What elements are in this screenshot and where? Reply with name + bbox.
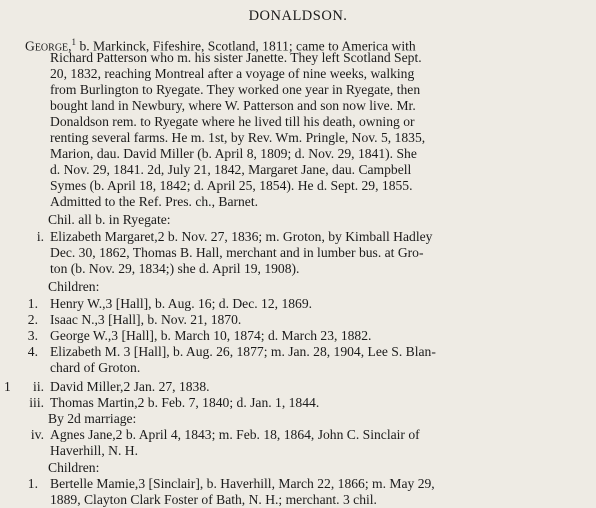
entry-marker-iii: iii. bbox=[29, 395, 44, 410]
hall-child-4-line-1: chard of Groton. bbox=[50, 360, 141, 375]
george-line-5: Donaldson rem. to Ryegate where he lived till his death, owning or bbox=[50, 114, 415, 129]
hall-child-4-line-0: Elizabeth M. 3 [Hall], b. Aug. 26, 1877; m. Jan. 28, 1904, Lee S. Blan- bbox=[50, 344, 436, 359]
george-line-3: from Burlington to Ryegate. They worked one year in Ryegate, then bbox=[50, 82, 421, 97]
margin-note: 1 bbox=[4, 379, 11, 394]
george-text-0: b. Markinck, Fifeshire, Scotland, 1811; came to America with bbox=[79, 38, 416, 54]
george-line-7: Marion, dau. David Miller (b. April 8, 1809; d. Nov. 29, 1841). She bbox=[50, 146, 417, 161]
hall-child-3: George W.,3 [Hall], b. March 10, 1874; d. March 23, 1882. bbox=[50, 328, 372, 343]
entry-i-line-2: ton (b. Nov. 29, 1834;) she d. April 19, 1908). bbox=[50, 261, 300, 276]
george-line-10: Admitted to the Ref. Pres. ch., Barnet. bbox=[50, 194, 259, 209]
george-name: George, bbox=[25, 38, 72, 54]
page-heading: DONALDSON. bbox=[248, 8, 348, 24]
sinclair-child-1-line-0: Bertelle Mamie,3 [Sinclair], b. Haverhill, March 22, 1866; m. May 29, bbox=[50, 476, 435, 491]
george-line-8: d. Nov. 29, 1841. 2d, July 21, 1842, Margaret Jane, dau. Campbell bbox=[50, 162, 412, 177]
entry-i-line-0: Elizabeth Margaret,2 b. Nov. 27, 1836; m. Groton, by Kimball Hadley bbox=[50, 229, 433, 244]
sinclair-marker-1: 1. bbox=[27, 476, 38, 491]
by-2d-marriage: By 2d marriage: bbox=[48, 411, 137, 426]
george-line-6: renting several farms. He m. 1st, by Rev. Wm. Pringle, Nov. 5, 1835, bbox=[50, 130, 426, 145]
hall-marker-3: 3. bbox=[27, 328, 38, 343]
children-label-hall: Children: bbox=[48, 279, 100, 294]
hall-child-1: Henry W.,3 [Hall], b. Aug. 16; d. Dec. 12, 1869. bbox=[50, 296, 313, 311]
sinclair-child-1-line-1: 1889, Clayton Clark Foster of Bath, N. H.; merchant. 3 chil. bbox=[50, 492, 377, 507]
entry-iv-line-1: Haverhill, N. H. bbox=[50, 443, 138, 458]
george-line-1: Richard Patterson who m. his sister Janette. They left Scotland Sept. bbox=[50, 50, 422, 65]
entry-i-line-1: Dec. 30, 1862, Thomas B. Hall, merchant and in lumber bus. at Gro- bbox=[50, 245, 424, 260]
entry-ii: David Miller,2 Jan. 27, 1838. bbox=[50, 379, 210, 394]
hall-marker-2: 2. bbox=[27, 312, 38, 327]
george-sup: 1 bbox=[71, 37, 77, 47]
hall-marker-4: 4. bbox=[27, 344, 38, 359]
george-line-9: Symes (b. April 18, 1842; d. April 25, 1854). He d. Sept. 29, 1855. bbox=[50, 178, 413, 193]
entry-iii: Thomas Martin,2 b. Feb. 7, 1840; d. Jan. 1, 1844. bbox=[50, 395, 320, 410]
children-label-sinclair: Children: bbox=[48, 460, 100, 475]
george-line-4: bought land in Newbury, where W. Patterson and son now live. Mr. bbox=[50, 98, 416, 113]
hall-marker-1: 1. bbox=[27, 296, 38, 311]
george-line-2: 20, 1832, reaching Montreal after a voyage of nine weeks, walking bbox=[50, 66, 415, 81]
entry-marker-ii: ii. bbox=[33, 379, 44, 394]
entry-iv-line-0: Agnes Jane,2 b. April 4, 1843; m. Feb. 18, 1864, John C. Sinclair of bbox=[50, 427, 420, 442]
hall-child-2: Isaac N.,3 [Hall], b. Nov. 21, 1870. bbox=[50, 312, 242, 327]
entry-marker-i: i. bbox=[36, 229, 44, 244]
children-heading: Chil. all b. in Ryegate: bbox=[48, 212, 171, 227]
entry-marker-iv: iv. bbox=[30, 427, 44, 442]
